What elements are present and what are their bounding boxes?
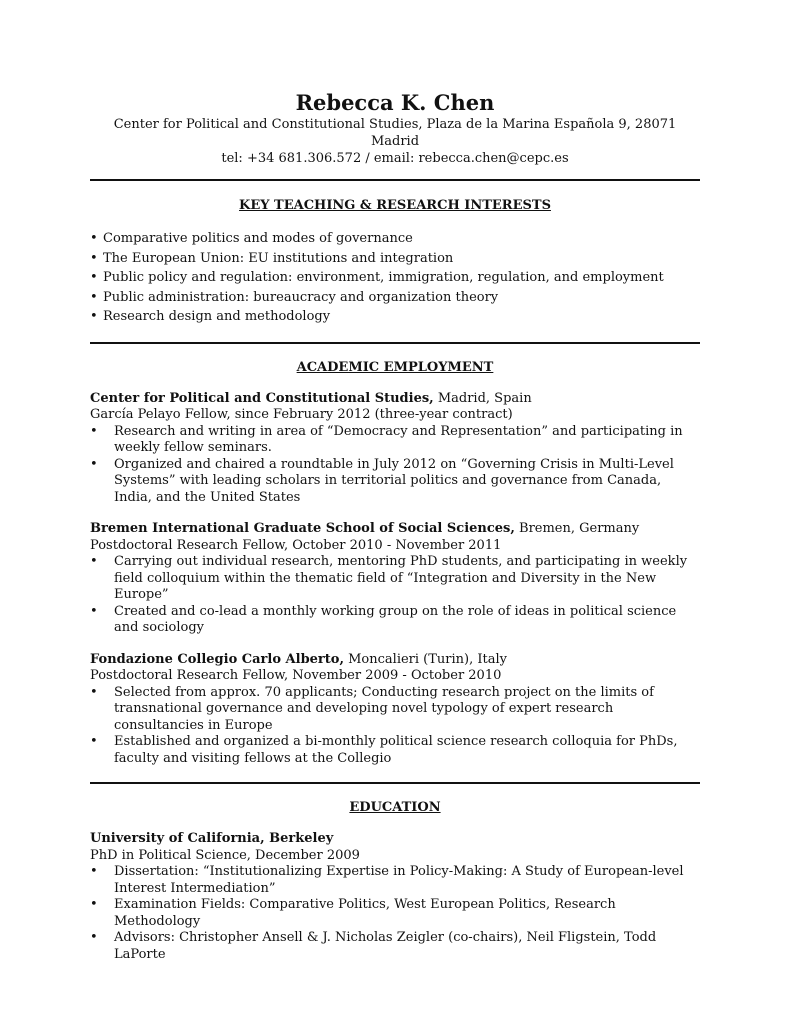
list-item <box>90 930 700 963</box>
bullet-mark: • <box>90 270 98 285</box>
list-item-text: Established and organized a bi-monthly political science research colloquia for PhDs, faculty and visiting fellows at the Collegio <box>114 734 678 766</box>
resume-page <box>90 90 700 963</box>
list-item <box>90 307 700 327</box>
entry-bullets <box>90 864 700 963</box>
section-divider <box>90 782 700 784</box>
list-item-text: Research and writing in area of “Democracy and Representation” and participating in weekly fellow seminars. <box>114 423 683 455</box>
list-item <box>90 457 700 507</box>
employment-title: ACADEMIC EMPLOYMENT <box>296 359 494 375</box>
entry-role: PhD in Political Science, December 2009 <box>90 847 360 863</box>
list-item <box>90 734 700 767</box>
list-item-text: Created and co-lead a monthly working group on the role of ideas in political science and sociology <box>114 603 677 635</box>
resume-header <box>90 90 700 167</box>
entry-bullets <box>90 554 700 637</box>
section-divider <box>90 342 700 344</box>
list-item <box>90 424 700 457</box>
employment-entry <box>90 652 700 768</box>
entry-org: Center for Political and Constitutional Studies, <box>90 390 434 406</box>
list-item-text: Selected from approx. 70 applicants; Conducting research project on the limits of transnational governance and developing novel typology of expert research consultancies in Europe <box>114 684 654 733</box>
entry-location: Moncalieri (Turin), Italy <box>343 651 507 667</box>
entry-role: Postdoctoral Research Fellow, November 2009 - October 2010 <box>90 668 502 683</box>
list-item-text: Organized and chaired a roundtable in July 2012 on “Governing Crisis in Multi-Level Systems” with leading scholars in territorial politics and governance from Canada, India, and the United States <box>114 456 674 505</box>
bullet-mark: • <box>90 289 98 305</box>
bullet-mark: • <box>90 250 98 266</box>
contact-line: tel: +34 681.306.572 / email: rebecca.chen@cepc.es <box>221 151 569 166</box>
list-item <box>90 288 700 308</box>
entry-org: University of California, Berkeley <box>90 831 334 846</box>
entry-heading <box>90 521 700 538</box>
entry-bullets <box>90 685 700 768</box>
list-item <box>90 268 700 288</box>
list-item-text: Research design and methodology <box>103 309 331 324</box>
list-item-text: The European Union: EU institutions and integration <box>103 250 454 266</box>
list-item-text: Advisors: Christopher Ansell & J. Nicholas Zeigler (co-chairs), Neil Fligstein, Todd LaPorte <box>114 930 657 962</box>
list-item <box>90 685 700 735</box>
entry-org: Bremen International Graduate School of Social Sciences, <box>90 521 515 536</box>
education-title: EDUCATION <box>349 800 441 815</box>
list-item <box>90 554 700 604</box>
list-item <box>90 229 700 249</box>
entry-org: Fondazione Collegio Carlo Alberto, <box>90 651 344 667</box>
person-name: Rebecca K. Chen <box>295 90 495 115</box>
entry-location: Madrid, Spain <box>433 390 532 406</box>
entry-role: García Pelayo Fellow, since February 2012 (three-year contract) <box>90 407 513 422</box>
entry-bullets <box>90 424 700 507</box>
education-entry <box>90 831 700 963</box>
list-item-text: Public administration: bureaucracy and organization theory <box>103 289 499 305</box>
bullet-mark: • <box>90 734 98 749</box>
bullet-mark: • <box>90 897 98 912</box>
bullet-mark: • <box>90 309 98 324</box>
address-line: Center for Political and Constitutional Studies, Plaza de la Marina Española 9, 28071 Madrid <box>113 117 677 149</box>
interests-title: KEY TEACHING & RESEARCH INTERESTS <box>239 198 551 213</box>
bullet-mark: • <box>90 554 98 569</box>
list-item-text: Public policy and regulation: environment, immigration, regulation, and employment <box>103 270 664 285</box>
entry-heading <box>90 391 700 408</box>
entry-role: Postdoctoral Research Fellow, October 2010 - November 2011 <box>90 537 502 553</box>
entry-heading <box>90 831 700 848</box>
entry-location: Bremen, Germany <box>514 521 640 536</box>
bullet-mark: • <box>90 864 98 879</box>
list-item <box>90 864 700 897</box>
list-item <box>90 249 700 269</box>
employment-entry <box>90 391 700 507</box>
interests-list <box>90 229 700 327</box>
list-item-text: Examination Fields: Comparative Politics, West European Politics, Research Methodology <box>114 897 616 929</box>
list-item <box>90 897 700 930</box>
entry-heading <box>90 652 700 669</box>
bullet-mark: • <box>90 456 98 472</box>
bullet-mark: • <box>90 231 98 246</box>
employment-entry <box>90 521 700 637</box>
bullet-mark: • <box>90 423 98 439</box>
bullet-mark: • <box>90 603 98 619</box>
section-divider <box>90 179 700 181</box>
bullet-mark: • <box>90 930 98 945</box>
bullet-mark: • <box>90 684 98 700</box>
list-item-text: Comparative politics and modes of governance <box>103 231 413 246</box>
list-item-text: Dissertation: “Institutionalizing Expertise in Policy-Making: A Study of European-level Interest Intermediation” <box>114 864 684 896</box>
list-item <box>90 604 700 637</box>
list-item-text: Carrying out individual research, mentoring PhD students, and participating in weekly field colloquium within the thematic field of “Integration and Diversity in the New Europe” <box>114 554 688 602</box>
